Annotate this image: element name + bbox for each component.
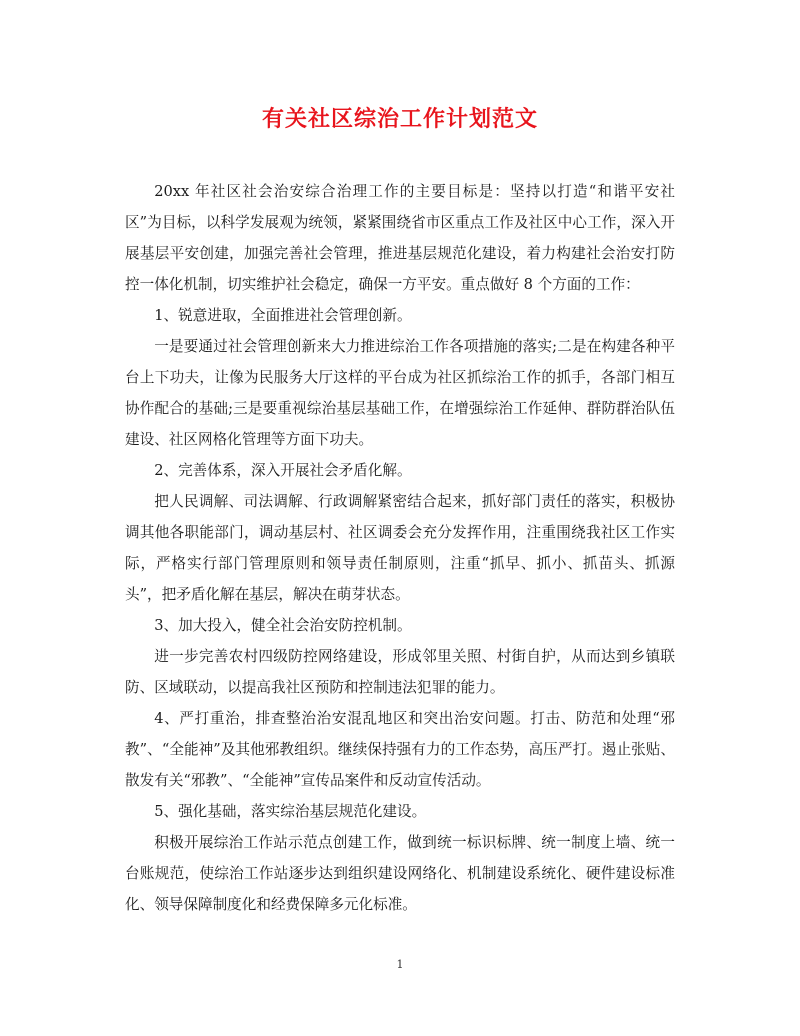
section-body-5: 积极开展综治工作站示范点创建工作，做到统一标识标牌、统一制度上墙、统一台账规范，使综治工作站逐步达到组织建设网络化、机制建设系统化、硬件建设标准化、领导保障制度化和经费保障多元化标准。 — [125, 834, 675, 913]
section-heading-5: 5、强化基础，落实综治基层规范化建设。 — [154, 803, 427, 820]
page-number: 1 — [396, 958, 404, 971]
section-heading-2: 2、完善体系，深入开展社会矛盾化解。 — [154, 462, 412, 479]
section-heading-4: 4、严打重治，排查整治治安混乱地区和突出治安问题。打击、防范和处理“邪教”、“全能神”及其他邪教组织。继续保持强有力的工作态势，高压严打。遏止张贴、散发有关“邪教”、“全能神”宣传品案件和反动宣传活动。 — [125, 710, 675, 789]
section-body-2: 把人民调解、司法调解、行政调解紧密结合起来，抓好部门责任的落实，积极协调其他各职能部门，调动基层村、社区调委会充分发挥作用，注重围绕我社区工作实际，严格实行部门管理原则和领导责任制原则，注重“抓早、抓小、抓苗头、抓源头”，把矛盾化解在基层，解决在萌芽状态。 — [125, 493, 675, 603]
section-heading-3: 3、加大投入，健全社会治安防控机制。 — [154, 617, 412, 634]
section-body-1: 一是要通过社会管理创新来大力推进综治工作各项措施的落实;二是在构建各种平台上下功夫，让像为民服务大厅这样的平台成为社区抓综治工作的抓手，各部门相互协作配合的基础;三是要重视综治基层基础工作，在增强综治工作延伸、群防群治队伍建设、社区网格化管理等方面下功夫。 — [125, 338, 675, 448]
document-title: 有关社区综治工作计划范文 — [261, 106, 538, 132]
section-heading-1: 1、锐意进取，全面推进社会管理创新。 — [154, 307, 412, 324]
intro-paragraph: 20xx 年社区社会治安综合治理工作的主要目标是：坚持以打造“和谐平安社区”为目标，以科学发展观为统领，紧紧围绕省市区重点工作及社区中心工作，深入开展基层平安创建，加强完善社会管理，推进基层规范化建设，着力构建社会治安打防控一体化机制，切实维护社会稳定，确保一方平安。重点做好 8 个方面的工作： — [125, 183, 675, 293]
section-body-3: 进一步完善农村四级防控网络建设，形成邻里关照、村街自护，从而达到乡镇联防、区域联动，以提高我社区预防和控制违法犯罪的能力。 — [125, 648, 675, 696]
document-body — [125, 176, 675, 920]
